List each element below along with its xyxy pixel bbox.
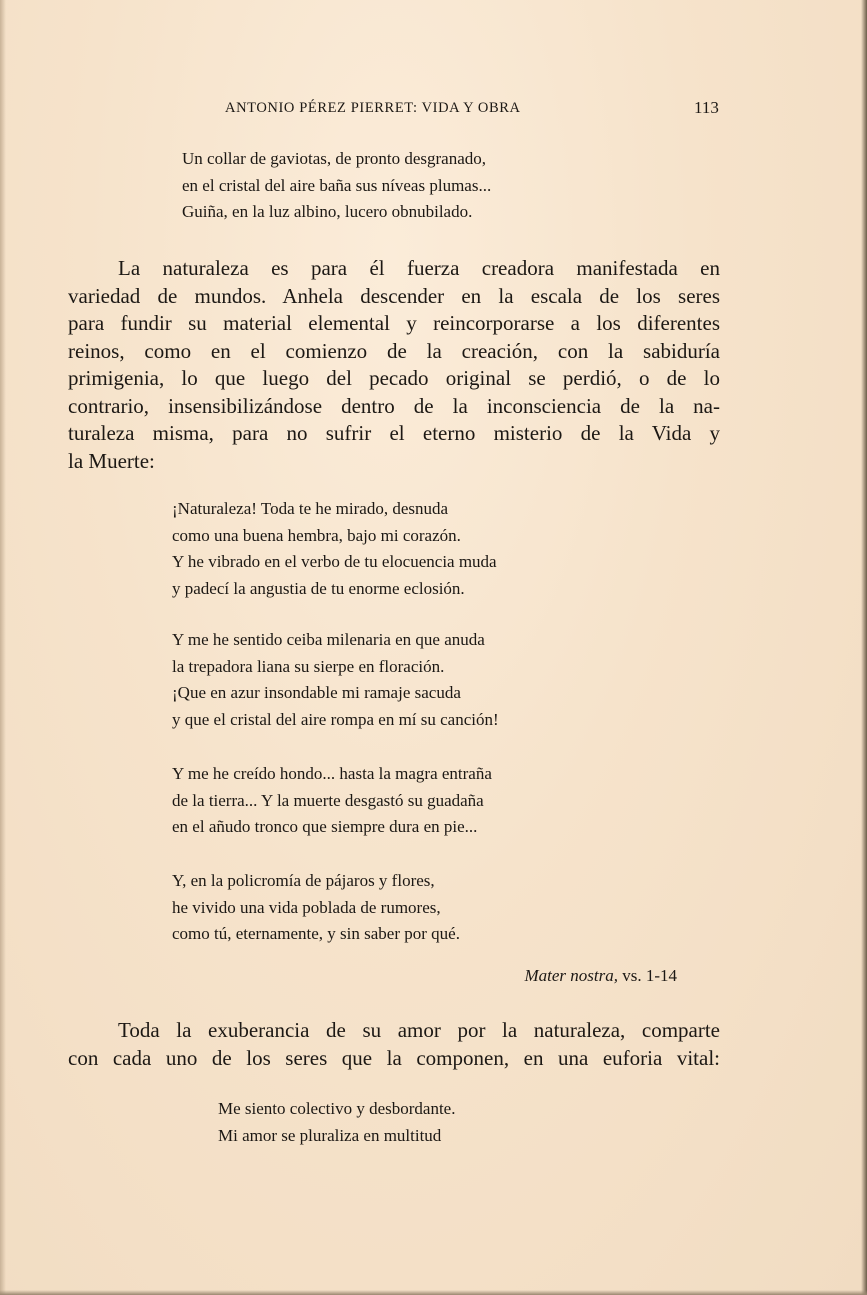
poem-line: ¡Naturaleza! Toda te he mirado, desnuda xyxy=(172,499,449,518)
attribution-title: Mater nostra, xyxy=(524,966,618,985)
poem-line: Y he vibrado en el verbo de tu elocuencia muda xyxy=(172,552,497,571)
poem-line: como una buena hembra, bajo mi corazón. xyxy=(172,525,461,545)
paragraph-line: contrario, insensibilizándose dentro de la inconsciencia de la na- xyxy=(68,393,720,418)
poem-line: he vivido una vida poblada de rumores, xyxy=(172,897,441,917)
page-number: 113 xyxy=(694,98,719,117)
attribution-verses: vs. 1-14 xyxy=(622,966,677,985)
poem-line: como tú, eternamente, y sin saber por qué. xyxy=(172,924,460,943)
poem-line: Y, en la policromía de pájaros y flores, xyxy=(172,871,435,890)
paragraph-line: La naturaleza es para él fuerza creadora manifestada en xyxy=(118,256,720,280)
page-edge-left xyxy=(0,0,6,1295)
poem-line: en el añudo tronco que siempre dura en pie... xyxy=(172,817,478,836)
paragraph-line: reinos, como en el comienzo de la creación, con la sabiduría xyxy=(68,338,720,363)
paragraph-line: para fundir su material elemental y reincorporarse a los diferentes xyxy=(68,311,720,335)
page-edge-bottom xyxy=(0,1290,867,1295)
page-edge-right xyxy=(861,0,867,1295)
verse-line: Mi amor se pluraliza en multitud xyxy=(218,1125,442,1145)
paragraph-line: la Muerte: xyxy=(68,448,155,473)
poem-line: y padecí la angustia de tu enorme eclosión. xyxy=(172,578,465,598)
poem-stanza-3 xyxy=(172,761,492,841)
poem-line: de la tierra... Y la muerte desgastó su guadaña xyxy=(172,790,484,810)
poem-stanza-1 xyxy=(172,496,497,602)
verse-bottom xyxy=(218,1096,455,1149)
paragraph-line: Toda la exuberancia de su amor por la naturaleza, comparte xyxy=(118,1018,720,1042)
poem-line: y que el cristal del aire rompa en mí su canción! xyxy=(172,709,499,729)
poem-line: Y me he creído hondo... hasta la magra entraña xyxy=(172,764,492,783)
paragraph-line: primigenia, lo que luego del pecado original se perdió, o de lo xyxy=(68,366,720,390)
poem-line: ¡Que en azur insondable mi ramaje sacuda xyxy=(172,683,461,702)
poem-line: la trepadora liana su sierpe en floración. xyxy=(172,656,445,676)
paragraph-2 xyxy=(68,1017,720,1072)
verse-line: Un collar de gaviotas, de pronto desgranado, xyxy=(182,149,487,168)
poem-attribution xyxy=(524,966,677,986)
verse-line: Me siento colectivo y desbordante. xyxy=(218,1099,456,1118)
verse-line: Guiña, en la luz albino, lucero obnubilado. xyxy=(182,202,473,221)
poem-stanza-4 xyxy=(172,868,460,948)
verse-line: en el cristal del aire baña sus níveas plumas... xyxy=(182,175,492,195)
paragraph-line: variedad de mundos. Anhela descender en la escala de los seres xyxy=(68,283,720,308)
paragraph-line: turaleza misma, para no sufrir el eterno misterio de la Vida y xyxy=(68,421,720,445)
poem-line: Y me he sentido ceiba milenaria en que anuda xyxy=(172,630,485,649)
paragraph-1 xyxy=(68,255,720,475)
verse-top xyxy=(182,146,491,226)
paragraph-line: con cada uno de los seres que la componen, en una euforia vital: xyxy=(68,1045,720,1070)
poem-stanza-2 xyxy=(172,627,499,733)
running-head: ANTONIO PÉREZ PIERRET: VIDA Y OBRA xyxy=(225,100,521,116)
